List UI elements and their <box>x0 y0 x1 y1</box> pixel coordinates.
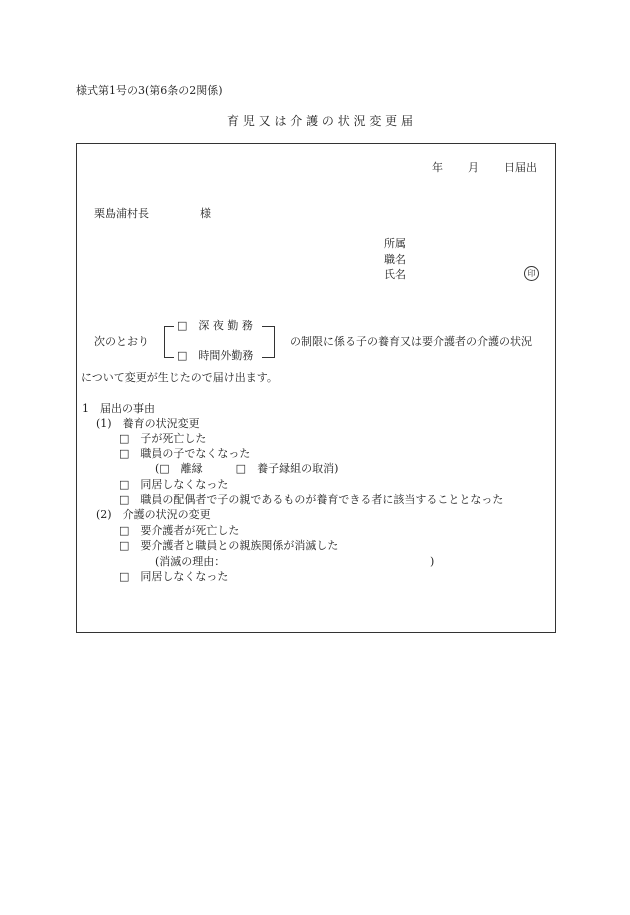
intro-continuation: について変更が生じたので届け出ます。 <box>81 371 278 384</box>
sub2-item-relation-ended: □ 要介護者と職員との親族関係が消滅した <box>119 539 339 552</box>
date-day-submit: 日届出 <box>504 161 537 174</box>
bracket-right-top <box>262 326 274 327</box>
sub1-item-no-cohabit: □ 同居しなくなった <box>119 478 229 491</box>
sub2-heading: (2) 介護の状況の変更 <box>96 508 211 521</box>
seal-icon: 印 <box>524 266 539 281</box>
sub1-item-adoption-detail: (□ 離縁 □ 養子縁組の取消) <box>155 462 339 475</box>
sub1-item-not-child: □ 職員の子でなくなった <box>119 447 251 460</box>
bracket-right <box>274 326 275 358</box>
bracket-left-bottom <box>164 357 174 358</box>
addressee-name: 栗島浦村長 <box>94 207 149 220</box>
sub2-item-no-cohabit: □ 同居しなくなった <box>119 570 229 583</box>
applicant-position: 職名 <box>384 253 406 266</box>
applicant-name: 氏名 <box>384 268 406 281</box>
sub2-item-reason-label: (消滅の理由： <box>155 555 226 568</box>
bracket-left <box>164 326 165 358</box>
intro-lead: 次のとおり <box>94 335 149 348</box>
option-night-work: □ 深 夜 勤 務 <box>177 319 253 332</box>
sub1-item-child-died: □ 子が死亡した <box>119 432 207 445</box>
bracket-right-bottom <box>262 357 274 358</box>
bracket-left-top <box>164 326 174 327</box>
form-title: 育 児 又 は 介 護 の 状 況 変 更 届 <box>227 114 413 128</box>
intro-tail: の制限に係る子の養育又は要介護者の介護の状況 <box>290 335 532 348</box>
date-month: 月 <box>468 161 479 174</box>
section1-heading: 1 届出の事由 <box>82 402 155 415</box>
sub1-item-spouse-can-care: □ 職員の配偶者で子の親であるものが養育できる者に該当することとなった <box>119 493 504 506</box>
sub2-item-care-recipient-died: □ 要介護者が死亡した <box>119 524 240 537</box>
addressee-honorific: 様 <box>200 207 211 220</box>
sub2-item-reason-close: ) <box>430 555 435 568</box>
applicant-affiliation: 所属 <box>384 237 406 250</box>
sub1-heading: (1) 養育の状況変更 <box>96 417 200 430</box>
option-overtime-work: □ 時間外勤務 <box>177 349 254 362</box>
date-year: 年 <box>432 161 443 174</box>
form-number: 様式第1号の3(第6条の2関係) <box>76 84 223 97</box>
